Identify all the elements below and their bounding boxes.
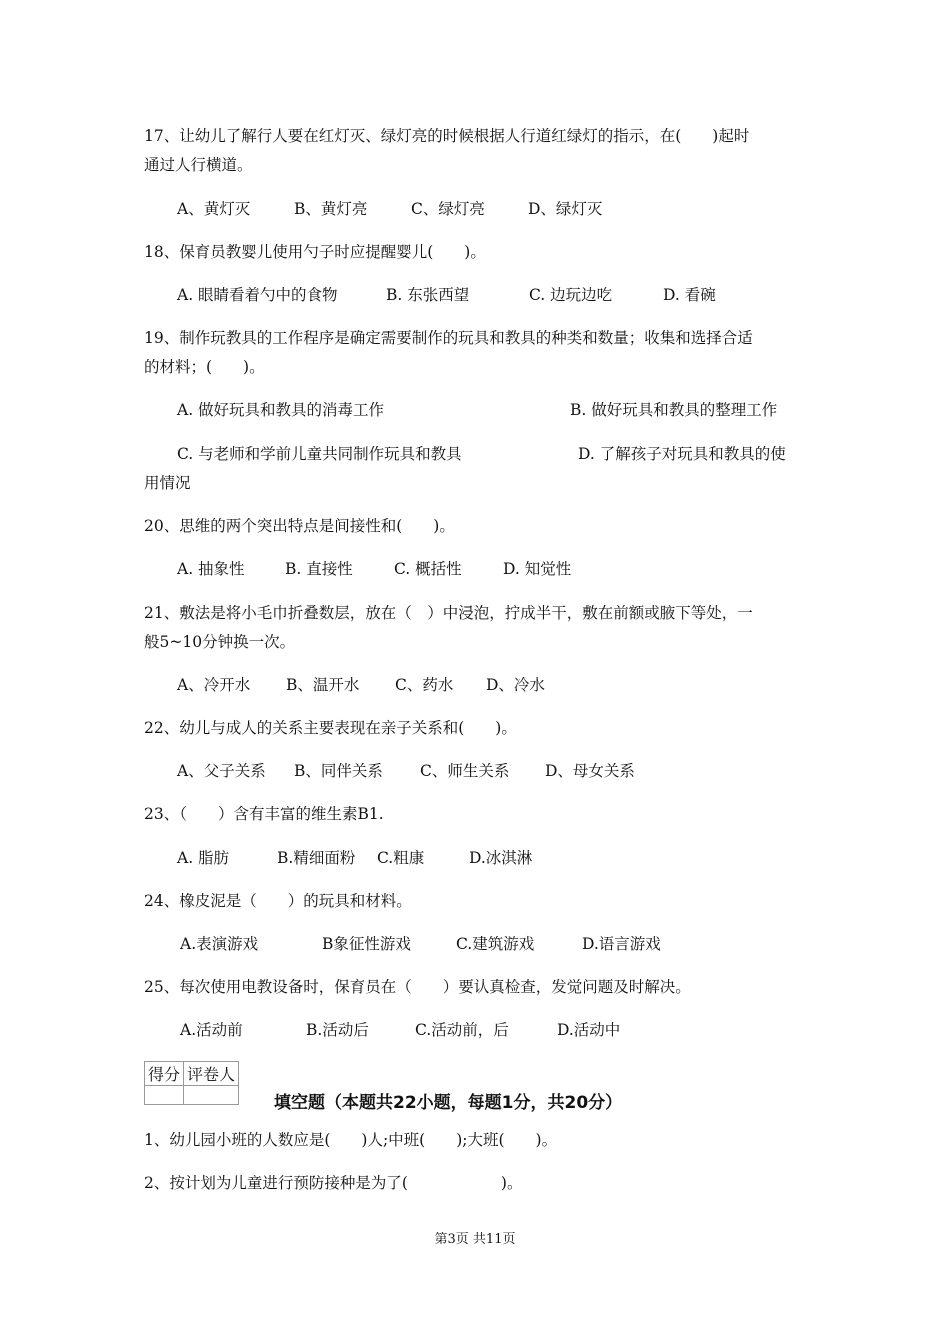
question-22-line-1: 22、幼儿与成人的关系主要表现在亲子关系和( )。	[144, 719, 517, 737]
q20-option-c: C. 概括性	[394, 560, 462, 578]
question-19-line-1: 19、制作玩教具的工作程序是确定需要制作的玩具和教具的种类和数量；收集和选择合适	[144, 329, 753, 347]
q19-option-b: B. 做好玩具和教具的整理工作	[570, 401, 778, 419]
q18-option-c: C. 边玩边吃	[529, 286, 613, 304]
question-18-line-1: 18、保育员教婴儿使用勺子时应提醒婴儿( )。	[144, 243, 486, 261]
question-17-line-2: 通过人行横道。	[144, 156, 253, 174]
fill-question-2: 2、按计划为儿童进行预防接种是为了( )。	[144, 1174, 523, 1192]
q25-option-a: A.活动前	[180, 1021, 243, 1039]
q17-option-b: B、黄灯亮	[294, 200, 368, 218]
q21-option-b: B、温开水	[286, 676, 360, 694]
q22-option-a: A、父子关系	[177, 762, 266, 780]
q19-option-a: A. 做好玩具和教具的消毒工作	[177, 401, 385, 419]
q24-option-d: D.语言游戏	[582, 935, 661, 953]
q25-option-b: B.活动后	[306, 1021, 369, 1039]
q19-option-d: D. 了解孩子对玩具和教具的使	[578, 445, 786, 463]
fill-question-1: 1、幼儿园小班的人数应是( )人;中班( );大班( )。	[144, 1131, 558, 1149]
q17-option-c: C、绿灯亮	[411, 200, 485, 218]
q25-option-c: C.活动前，后	[415, 1021, 509, 1039]
grader-cell[interactable]	[184, 1086, 239, 1105]
question-17-line-1: 17、让幼儿了解行人要在红灯灭、绿灯亮的时候根据人行道红绿灯的指示，在( )起时	[144, 127, 750, 145]
question-23-line-1: 23、（ ）含有丰富的维生素B1.	[144, 805, 384, 823]
score-table	[144, 1061, 239, 1105]
score-label: 得分	[145, 1062, 184, 1086]
q23-option-a: A. 脂肪	[177, 849, 230, 867]
score-cell[interactable]	[145, 1086, 184, 1105]
grader-label: 评卷人	[184, 1062, 239, 1086]
question-21-line-2: 般5~10分钟换一次。	[144, 633, 296, 651]
q20-option-a: A. 抽象性	[177, 560, 245, 578]
q18-option-b: B. 东张西望	[386, 286, 470, 304]
q17-option-d: D、绿灯灭	[528, 200, 603, 218]
q22-option-b: B、同伴关系	[294, 762, 383, 780]
q22-option-c: C、师生关系	[420, 762, 510, 780]
question-21-line-1: 21、敷法是将小毛巾折叠数层，放在（ ）中浸泡，拧成半干，敷在前额或腋下等处，一	[144, 604, 753, 622]
q25-option-d: D.活动中	[557, 1021, 621, 1039]
q24-option-c: C.建筑游戏	[456, 935, 535, 953]
question-24-line-1: 24、橡皮泥是（ ）的玩具和材料。	[144, 892, 412, 910]
q24-option-a: A.表演游戏	[180, 935, 259, 953]
q24-option-b: B象征性游戏	[322, 935, 411, 953]
q18-option-a: A. 眼睛看着勺中的食物	[177, 286, 338, 304]
q19-option-c: C. 与老师和学前儿童共同制作玩具和教具	[177, 445, 462, 463]
q21-option-a: A、冷开水	[177, 676, 251, 694]
question-19-line-2: 的材料；( )。	[144, 358, 265, 376]
question-25-line-1: 25、每次使用电教设备时，保育员在（ ）要认真检查，发觉问题及时解决。	[144, 978, 691, 996]
page-footer: 第3页 共11页	[434, 1232, 516, 1247]
q20-option-b: B. 直接性	[285, 560, 353, 578]
q19-option-d-continued: 用情况	[144, 474, 191, 492]
q17-option-a: A、黄灯灭	[177, 200, 251, 218]
q20-option-d: D. 知觉性	[503, 560, 572, 578]
section-title: 填空题（本题共22小题，每题1分，共20分）	[274, 1093, 623, 1113]
q23-option-b: B.精细面粉	[277, 849, 356, 867]
q23-option-d: D.冰淇淋	[469, 849, 533, 867]
q22-option-d: D、母女关系	[545, 762, 635, 780]
q18-option-d: D. 看碗	[663, 286, 716, 304]
question-20-line-1: 20、思维的两个突出特点是间接性和( )。	[144, 517, 455, 535]
q23-option-c: C.粗康	[377, 849, 425, 867]
q21-option-c: C、药水	[395, 676, 454, 694]
q21-option-d: D、冷水	[486, 676, 545, 694]
